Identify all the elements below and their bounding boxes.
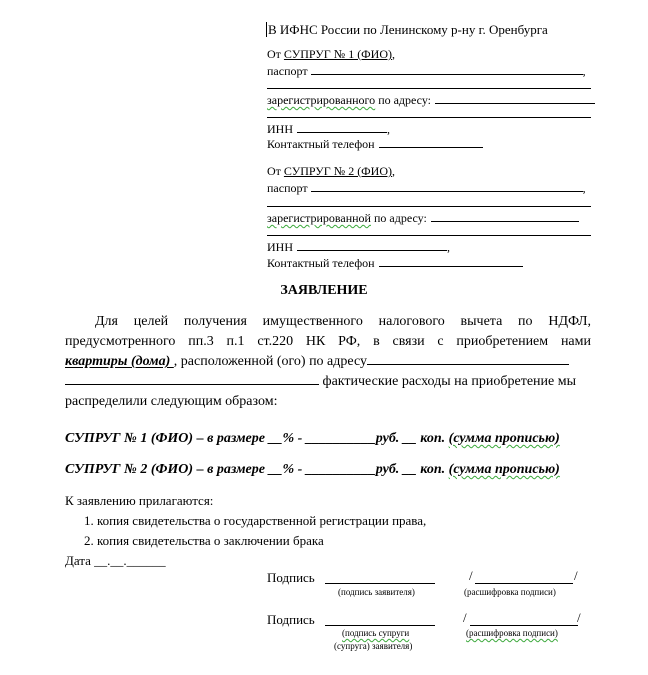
spouse2-address-line2 <box>267 235 591 236</box>
hint-decode-signature-spouse: (расшифровка подписи) <box>466 628 558 638</box>
decode-line-spouse <box>470 625 578 626</box>
hint-applicant-signature: (подпись заявителя) <box>338 587 415 597</box>
spouse2-from: От СУПРУГ № 2 (ФИО), <box>267 164 395 178</box>
hint-decode-signature: (расшифровка подписи) <box>464 587 556 597</box>
hint-spouse-signature-line2: (супруга) заявителя) <box>334 641 413 651</box>
paragraph-line-3: квартиры (дома) , расположенной (ого) по адресу <box>65 354 569 370</box>
spouse1-from: От СУПРУГ № 1 (ФИО), <box>267 47 395 61</box>
paragraph-line-4: фактические расходы на приобретение мы <box>65 374 576 390</box>
spouse2-passport: паспорт , <box>267 181 586 195</box>
spouse1-passport-line2 <box>267 88 591 89</box>
attachments-heading: К заявлению прилагаются: <box>65 493 214 508</box>
hint-spouse-signature: (подпись супруги <box>342 628 410 638</box>
signature-line-spouse <box>325 625 435 626</box>
spouse1-phone: Контактный телефон <box>267 137 483 152</box>
spouse1-address-line2 <box>267 117 591 118</box>
spouse2-address: зарегистрированной по адресу: <box>267 211 579 226</box>
paragraph-line-2: предусмотренного пп.3 п.1 ст.220 НК РФ, в связи с приобретением нами <box>65 334 591 349</box>
spouse2-passport-line2 <box>267 206 591 207</box>
spouse1-passport: паспорт , <box>267 64 586 78</box>
spouse1-name-link: СУПРУГ № 1 (ФИО) <box>283 47 392 61</box>
slash: / <box>574 568 578 583</box>
paragraph-line-1: Для целей получения имущественного налогового вычета по НДФЛ, <box>95 314 591 329</box>
spouse1-inn: ИНН , <box>267 122 390 136</box>
slash: / <box>463 610 467 625</box>
decode-line-applicant <box>475 583 573 584</box>
paragraph-line-5: распределили следующим образом: <box>65 394 278 409</box>
allocation-spouse2: СУПРУГ № 2 (ФИО) – в размере __% - __________руб. __ коп. (сумма прописью) <box>65 462 560 477</box>
slash: / <box>469 568 473 583</box>
allocation-spouse1: СУПРУГ № 1 (ФИО) – в размере __% - __________руб. __ коп. (сумма прописью) <box>65 431 560 446</box>
slash: / <box>577 610 581 625</box>
attachment-item: 2. копия свидетельства о заключении брака <box>84 533 324 548</box>
spouse2-phone: Контактный телефон <box>267 256 523 271</box>
document-title: ЗАЯВЛЕНИЕ <box>280 283 368 298</box>
attachment-item: 1. копия свидетельства о государственной регистрации права, <box>84 513 427 528</box>
spouse1-address: зарегистрированного по адресу: <box>267 93 595 108</box>
spouse2-name-link: СУПРУГ № 2 (ФИО) <box>283 164 392 178</box>
signature-label-applicant: Подпись <box>267 570 315 585</box>
date-line: Дата __.__.______ <box>65 553 166 568</box>
recipient-line: В ИФНС России по Ленинскому р-ну г. Оренбурга <box>268 22 548 37</box>
signature-label-spouse: Подпись <box>267 612 315 627</box>
signature-line-applicant <box>325 583 435 584</box>
spouse2-inn: ИНН , <box>267 240 450 254</box>
